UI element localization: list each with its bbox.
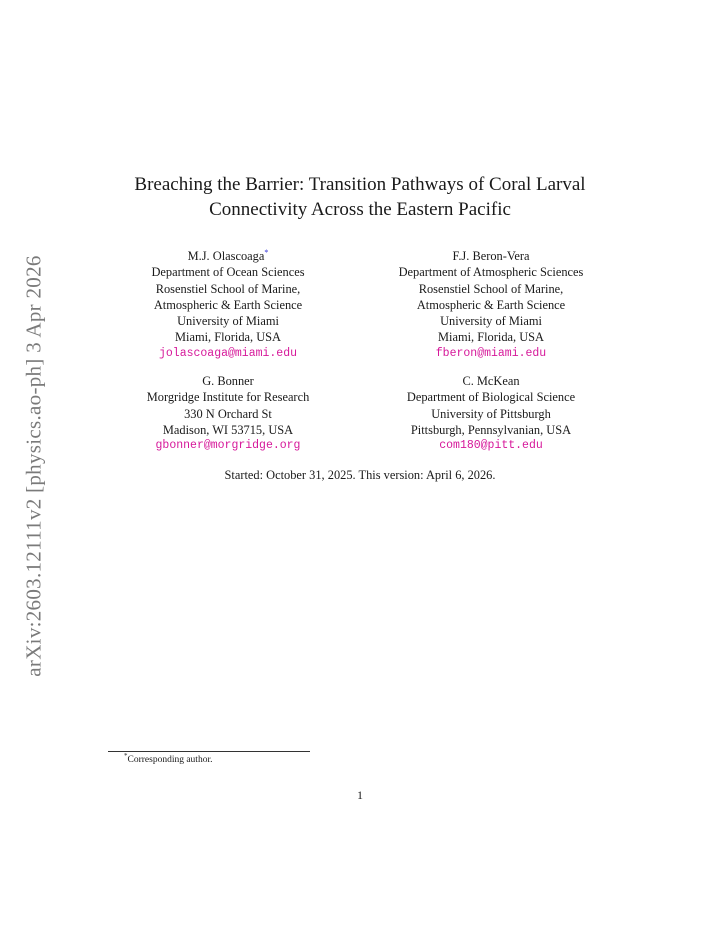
author-block-bonner — [98, 373, 358, 454]
affiliation-line: Department of Atmospheric Sciences — [398, 265, 584, 280]
footnote-text: Corresponding author. — [127, 755, 213, 765]
footnote-divider — [108, 751, 310, 752]
affiliation-line: Morgridge Institute for Research — [146, 390, 310, 405]
author-name: C. McKean — [462, 374, 520, 388]
author-block-beron-vera — [361, 248, 621, 362]
author-block-mckean — [361, 373, 621, 454]
affiliation-line: Atmospheric & Earth Science — [153, 297, 303, 312]
paper-title — [60, 172, 660, 222]
affiliation-line: University of Miami — [177, 314, 279, 329]
author-name: G. Bonner — [202, 374, 254, 388]
affiliation-line: Rosenstiel School of Marine, — [155, 281, 301, 296]
affiliation-line: Atmospheric & Earth Science — [416, 297, 566, 312]
author-email-link[interactable]: gbonner@morgridge.org — [155, 439, 301, 453]
author-email-link[interactable]: com180@pitt.edu — [439, 439, 543, 453]
page-number: 1 — [357, 788, 363, 802]
arxiv-identifier-stamp: arXiv:2603.12111v2 [physics.ao-ph] 3 Apr 2026 — [21, 255, 46, 677]
author-name-row — [98, 248, 358, 264]
author-block-olascoaga — [98, 248, 358, 362]
footnote — [124, 751, 213, 765]
affiliation-line: Rosenstiel School of Marine, — [418, 281, 564, 296]
title-line-2: Connectivity Across the Eastern Pacific — [209, 199, 511, 220]
author-name: F.J. Beron-Vera — [452, 249, 530, 263]
affiliation-line: Department of Ocean Sciences — [151, 265, 305, 280]
affiliation-line: Department of Biological Science — [406, 390, 576, 405]
affiliation-line: 330 N Orchard St — [184, 406, 272, 421]
corresponding-author-mark[interactable]: * — [264, 247, 269, 257]
affiliation-line: University of Pittsburgh — [431, 406, 551, 421]
footnote-mark: * — [124, 751, 128, 760]
version-dates: Started: October 31, 2025. This version: April 6, 2026. — [224, 468, 496, 482]
author-name: M.J. Olascoaga — [187, 249, 265, 263]
affiliation-line: Madison, WI 53715, USA — [162, 422, 294, 437]
affiliation-line: University of Miami — [440, 314, 542, 329]
author-email-link[interactable]: fberon@miami.edu — [435, 346, 547, 360]
title-line-1: Breaching the Barrier: Transition Pathways of Coral Larval — [134, 174, 586, 195]
affiliation-line: Pittsburgh, Pennsylvanian, USA — [410, 422, 572, 437]
affiliation-line: Miami, Florida, USA — [174, 330, 281, 345]
affiliation-line: Miami, Florida, USA — [437, 330, 544, 345]
author-email-link[interactable]: jolascoaga@miami.edu — [158, 346, 298, 360]
